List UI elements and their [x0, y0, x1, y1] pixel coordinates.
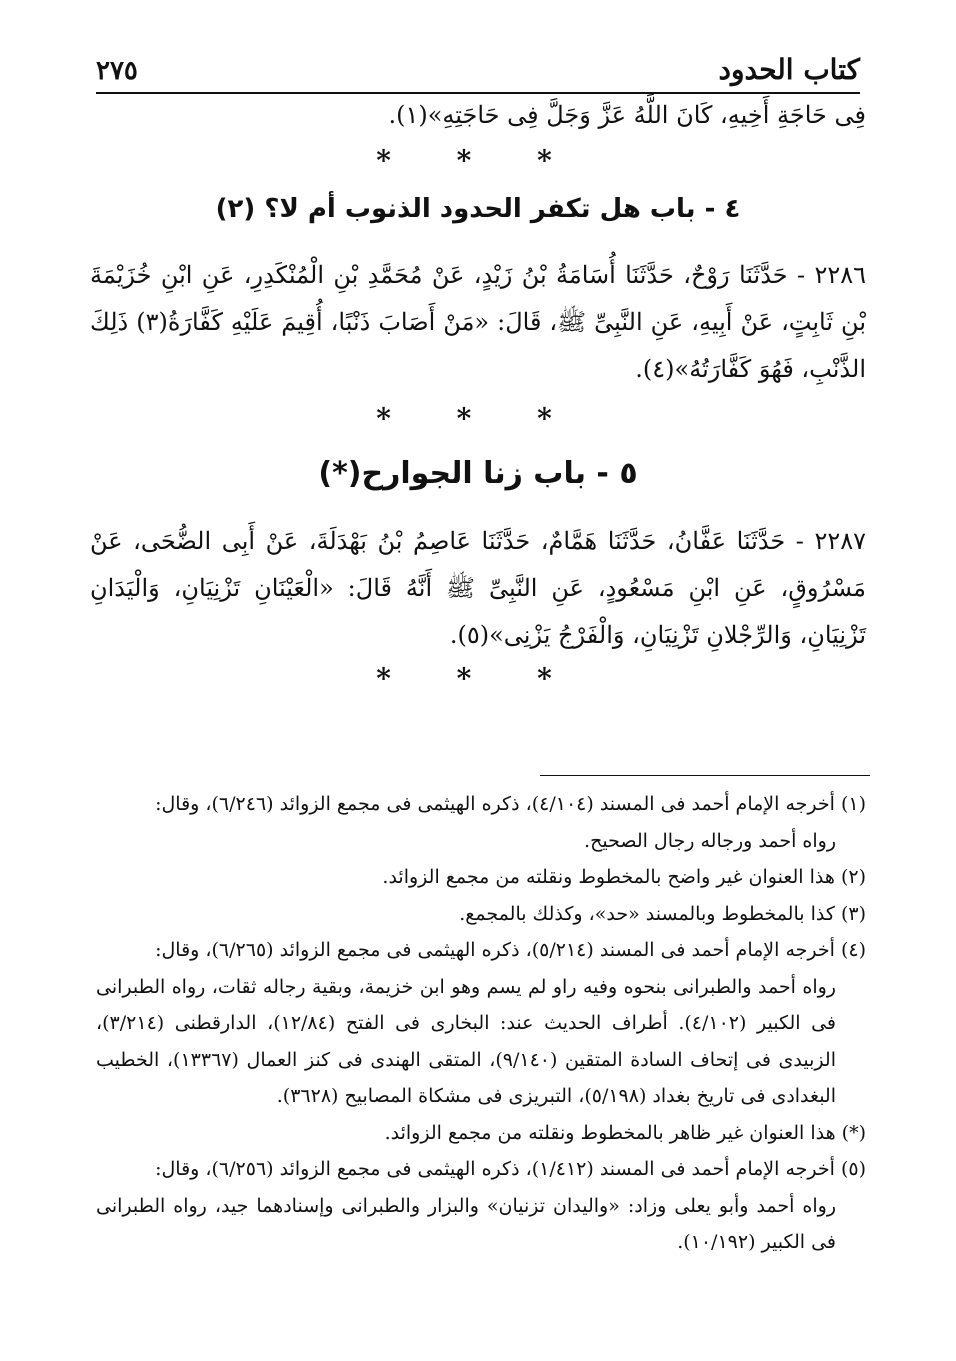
footnote-text: أخرجه الإمام أحمد فى المسند (٤/١٠٤)، ذكره الهيثمى فى مجمع الزوائد (٦/٢٤٦)، وقال:: [155, 793, 835, 815]
footnotes: [96, 786, 866, 1261]
footnote-text: كذا بالمخطوط وبالمسند «حد»، وكذلك بالمجمع.: [459, 902, 835, 925]
footnote-continuation: رواه أحمد ورجاله رجال الصحيح.: [584, 829, 836, 852]
footnote-marker: (٤): [840, 939, 866, 961]
hadith-2287: ٢٢٨٧ - حَدَّثَنَا عَفَّانُ، حَدَّثَنَا هَمَّامٌ، حَدَّثَنَا عَاصِمُ بْنُ بَهْدَلَةَ، عَنْ أَبِى الضُّحَى، عَنْ مَسْرُوقٍ، عَنِ ابْنِ مَسْعُودٍ، عَنِ النَّبِىِّ ﷺ أَنَّهُ قَالَ: «الْعَيْنَانِ تَزْنِيَانِ، وَالْيَدَانِ تَزْنِيَانِ، وَالرِّجْلانِ تَزْنِيَانِ، وَالْفَرْجُ يَزْنِى»(٥).: [90, 527, 866, 649]
footnote-5: [96, 1151, 866, 1261]
continued-hadith-text: فِى حَاجَةِ أَخِيهِ، كَانَ اللَّهُ عَزَّ وَجَلَّ فِى حَاجَتِهِ»(١).: [388, 101, 866, 129]
footnote-continuation: رواه أحمد وأبو يعلى وزاد: «واليدان تزنيان» والبزار والطبرانى وإسنادهما جيد، رواه الطبرانى فى الكبير (١٠/١٩٢).: [96, 1194, 836, 1253]
footnote-1: [96, 786, 866, 859]
hadith-2286: ٢٢٨٦ - حَدَّثَنَا رَوْحٌ، حَدَّثَنَا أُسَامَةُ بْنُ زَيْدٍ، عَنْ مُحَمَّدِ بْنِ الْمُنْكَدِرِ، عَنِ ابْنِ خُزَيْمَةَ بْنِ ثَابِتٍ، عَنْ أَبِيهِ، عَنِ النَّبِىِّ ﷺ، قَالَ: «مَنْ أَصَابَ ذَنْبًا، أُقِيمَ عَلَيْهِ كَفَّارَةُ(٣) ذَلِكَ الذَّنْبِ، فَهُوَ كَفَّارَتُهُ»(٤).: [90, 261, 867, 383]
footnote-marker: (*): [841, 1121, 866, 1144]
footnote-text: أخرجه الإمام أحمد فى المسند (٥/٢١٤)، ذكره الهيثمى فى مجمع الزوائد (٦/٢٦٥)، وقال:: [155, 939, 835, 961]
footnote-star: [96, 1115, 866, 1152]
footnote-divider: [540, 775, 870, 776]
page-number: ٢٧٥: [96, 56, 138, 86]
footnote-3: [96, 896, 866, 933]
footnote-2: [96, 859, 866, 896]
footnote-text: هذا العنوان غير ظاهر بالمخطوط ونقلته من مجمع الزوائد.: [384, 1121, 836, 1144]
book-title: كتاب الحدود: [718, 53, 860, 86]
section-separator: * * *: [376, 662, 580, 695]
footnote-4: [96, 932, 866, 1115]
footnote-text: هذا العنوان غير واضح بالمخطوط ونقلته من مجمع الزوائد.: [382, 866, 835, 888]
section-separator: * * *: [376, 402, 580, 435]
footnote-continuation: رواه أحمد والطبرانى بنحوه وفيه راو لم يسم وهو ابن خزيمة، وبقية رجاله ثقات، رواه الطبرانى فى الكبير (٤/١٠٢). أطراف الحديث عند: البخارى فى الفتح (١٢/٨٤)، الدارقطنى (٣/٢١٤)، الزبيدى فى إتحاف السادة المتقين (٩/١٤٠)، المتقى الهندى فى كنز العمال (١٣٣٦٧)، الخطيب البغدادى فى تاريخ بغداد (٥/١٩٨)، التبريزى فى مشكاة المصابيح (٣٦٢٨).: [96, 975, 836, 1107]
footnote-marker: (٣): [840, 902, 866, 925]
footnote-marker: (٢): [840, 866, 866, 888]
section-separator: * * *: [376, 144, 580, 177]
page-header: [96, 36, 860, 94]
chapter-heading-4: ٤ - باب هل تكفر الحدود الذنوب أم لا؟ (٢): [215, 194, 741, 224]
footnote-marker: (١): [840, 793, 866, 815]
footnote-text: أخرجه الإمام أحمد فى المسند (١/٤١٢)، ذكره الهيثمى فى مجمع الزوائد (٦/٢٥٦)، وقال:: [155, 1158, 835, 1180]
footnote-marker: (٥): [840, 1158, 866, 1180]
chapter-heading-5: ٥ - باب زنا الجوارح(*): [318, 456, 638, 491]
